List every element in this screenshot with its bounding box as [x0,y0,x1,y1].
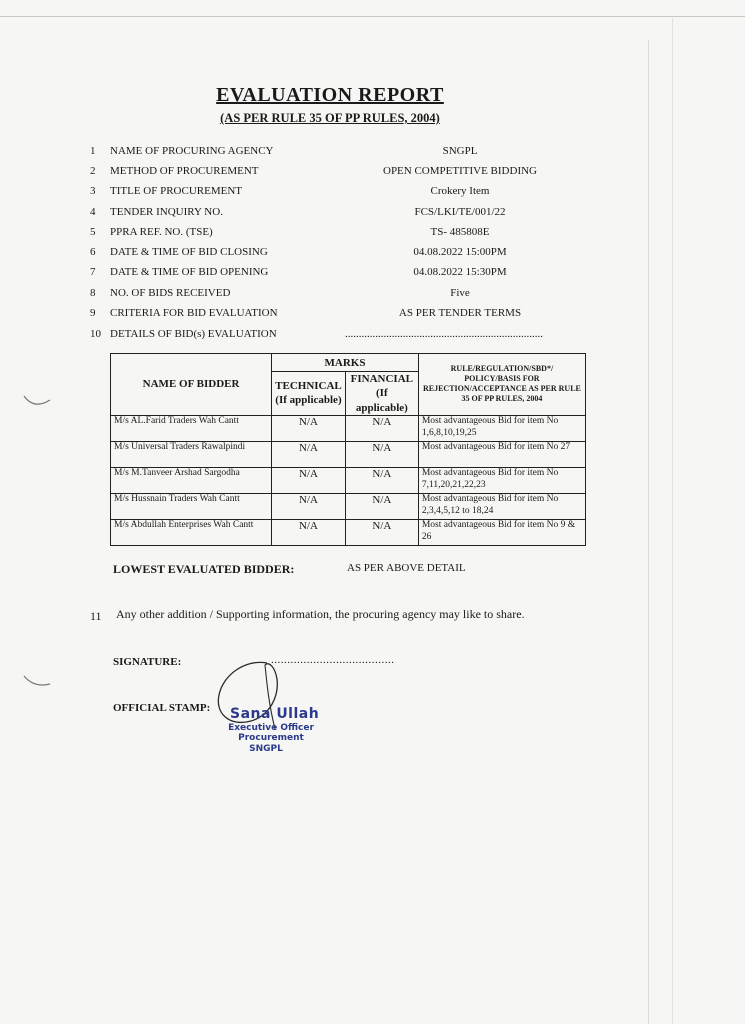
field-row [0,185,660,201]
field-number: 3 [90,185,96,197]
field-value: ........................................................................ [345,328,543,340]
field-number: 1 [90,145,96,157]
report-subtitle: (AS PER RULE 35 OF PP RULES, 2004) [220,111,440,125]
field-value: Crokery Item [430,185,490,197]
table-row [111,519,586,545]
header-technical-sub: (If applicable) [275,394,342,407]
field-row [0,246,660,262]
signature-line: ...................................... [271,654,395,666]
bidder-name: M/s Universal Traders Rawalpindi [111,441,272,467]
scan-margin-line-outer [672,18,673,1024]
scan-top-edge [0,16,745,17]
punch-hole-mark [22,672,52,692]
rule-basis: Most advantageous Bid for item No 7,11,20,21,22,23 [418,467,585,493]
field-row [0,266,660,282]
bidder-name: M/s Hussnain Traders Wah Cantt [111,493,272,519]
header-financial-label: FINANCIAL [350,373,413,385]
official-stamp [196,706,346,754]
field-value: OPEN COMPETITIVE BIDDING [383,165,537,177]
field-row [0,287,660,303]
header-rule: RULE/REGULATION/SBD*/ POLICY/BASIS FOR REJECTION/ACCEPTANCE AS PER RULE 35 OF PP RULES, 2004 [418,354,585,416]
field-number: 5 [90,226,96,238]
field-row [0,165,660,181]
field-value: 04.08.2022 15:00PM [413,246,507,258]
field-label: METHOD OF PROCUREMENT [110,165,259,177]
other-info-text: Any other addition / Supporting information, the procuring agency may like to share. [116,607,525,621]
stamp-org: SNGPL [249,744,283,754]
field-label: NAME OF PROCURING AGENCY [110,145,274,157]
table-row [111,467,586,493]
technical-mark: N/A [272,467,346,493]
table-row [111,493,586,519]
field-label: TENDER INQUIRY NO. [110,206,223,218]
technical-mark: N/A [272,519,346,545]
signature-label: SIGNATURE: [113,656,182,668]
field-label: DETAILS OF BID(s) EVALUATION [110,328,277,340]
punch-hole-mark [22,392,52,412]
field-number: 8 [90,287,96,299]
financial-mark: N/A [345,415,418,441]
official-stamp-label: OFFICIAL STAMP: [113,702,211,714]
other-info-number: 11 [90,609,102,623]
rule-basis: Most advantageous Bid for item No 1,6,8,10,19,25 [418,415,585,441]
field-number: 9 [90,307,96,319]
header-financial-sub: (If applicable) [355,387,408,414]
field-row [0,145,660,161]
field-number: 6 [90,246,96,258]
field-row [0,206,660,222]
technical-mark: N/A [272,415,346,441]
technical-mark: N/A [272,441,346,467]
bidder-name: M/s M.Tanveer Arshad Sargodha [111,467,272,493]
field-number: 4 [90,206,96,218]
field-label: CRITERIA FOR BID EVALUATION [110,307,278,319]
field-number: 2 [90,165,96,177]
header-technical [272,372,346,416]
rule-basis: Most advantageous Bid for item No 9 & 26 [418,519,585,545]
field-value: SNGPL [442,145,478,157]
field-row [0,307,660,323]
field-label: DATE & TIME OF BID CLOSING [110,246,268,258]
header-marks: MARKS [272,354,419,372]
field-label: PPRA REF. NO. (TSE) [110,226,213,238]
field-value: FCS/LKI/TE/001/22 [414,206,506,218]
field-label: TITLE OF PROCUREMENT [110,185,242,197]
header-bidder-name: NAME OF BIDDER [111,354,272,416]
financial-mark: N/A [345,467,418,493]
header-financial [345,372,418,416]
field-row [0,226,660,242]
field-number: 7 [90,266,96,278]
field-value: Five [450,287,470,299]
lowest-bidder-value: AS PER ABOVE DETAIL [347,562,466,574]
header-technical-label: TECHNICAL [275,380,342,393]
rule-basis: Most advantageous Bid for item No 2,3,4,5,12 to 18,24 [418,493,585,519]
lowest-bidder-label: LOWEST EVALUATED BIDDER: [113,562,295,576]
stamp-name: Sana Ullah [230,706,320,722]
financial-mark: N/A [345,441,418,467]
field-value: 04.08.2022 15:30PM [413,266,507,278]
field-label: NO. OF BIDS RECEIVED [110,287,231,299]
technical-mark: N/A [272,493,346,519]
table-row [111,415,586,441]
field-value: AS PER TENDER TERMS [398,307,522,319]
bid-evaluation-table [110,353,586,546]
financial-mark: N/A [345,519,418,545]
financial-mark: N/A [345,493,418,519]
bidder-name: M/s Abdullah Enterprises Wah Cantt [111,519,272,545]
field-label: DATE & TIME OF BID OPENING [110,266,269,278]
stamp-title: Executive Officer Procurement [228,723,314,743]
rule-basis: Most advantageous Bid for item No 27 [418,441,585,467]
field-number: 10 [90,328,101,340]
table-row [111,441,586,467]
field-row [0,328,660,344]
bidder-name: M/s AL.Farid Traders Wah Cantt [111,415,272,441]
report-title: EVALUATION REPORT [216,84,444,106]
field-value: TS- 485808E [430,226,490,238]
